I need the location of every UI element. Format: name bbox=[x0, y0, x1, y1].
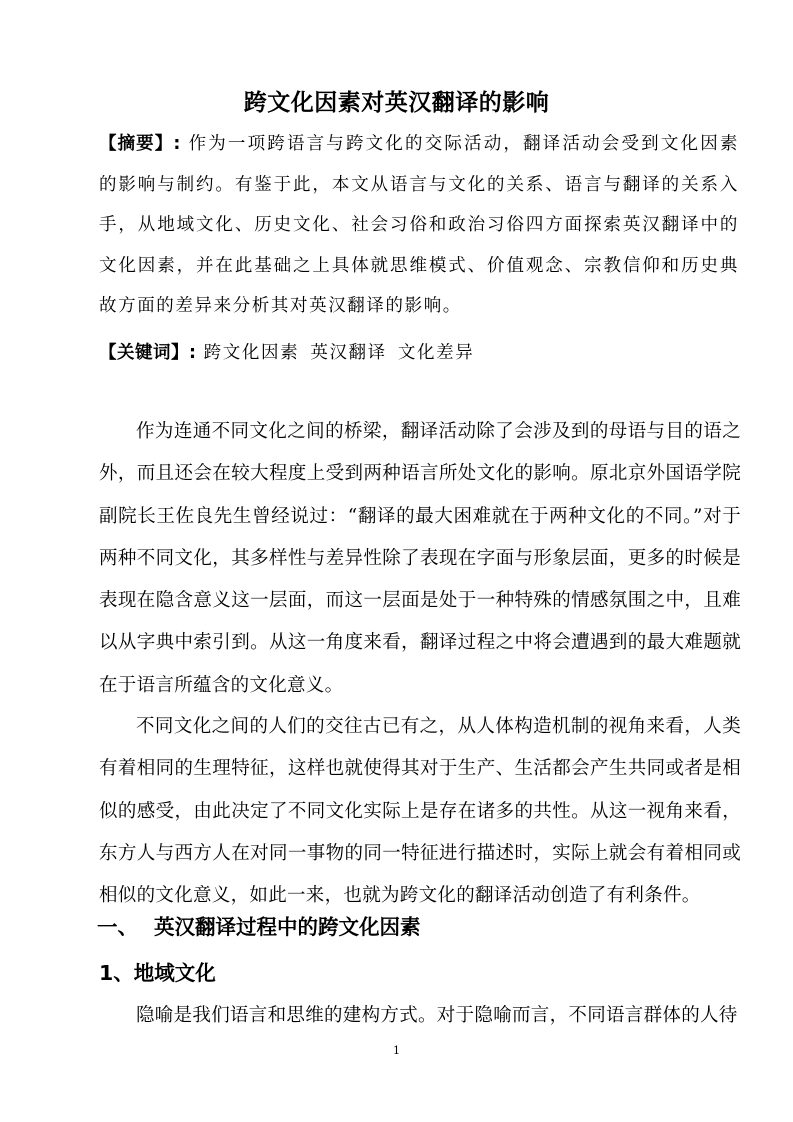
keyword: 跨文化因素 bbox=[203, 343, 300, 363]
body-paragraph-3 bbox=[99, 995, 741, 1037]
document-title: 跨文化因素对英汉翻译的影响 bbox=[243, 90, 550, 116]
section-title: 英汉翻译过程中的跨文化因素 bbox=[154, 915, 421, 939]
abstract bbox=[99, 124, 739, 327]
abstract-label: 【摘要】: bbox=[99, 134, 181, 154]
body-paragraph-1 bbox=[99, 411, 741, 707]
body-paragraph-2 bbox=[99, 706, 741, 917]
keyword: 英汉翻译 bbox=[310, 343, 387, 363]
section-heading bbox=[97, 910, 421, 940]
page-number: 1 bbox=[393, 1044, 400, 1057]
keywords bbox=[99, 333, 739, 373]
keywords-label: 【关键词】: bbox=[99, 343, 197, 363]
section-number: 一、 bbox=[97, 915, 138, 939]
keyword: 文化差异 bbox=[397, 343, 475, 363]
paragraph-text: 隐喻是我们语言和思维的建构方式。对于隐喻而言，不同语言群体的人待 bbox=[136, 1005, 738, 1026]
paragraph-text: 作为连通不同文化之间的桥梁，翻译活动除了会涉及到的母语与目的语之外，而且还会在较大程度上受到两种语言所处文化的影响。原北京外国语学院副院长王佐良先生曾经说过：“翻译的最大困难就在于两种文化的不同。”对于两种不同文化，其多样性与差异性除了表现在字面与形象层面，更多的时候是表现在隐含意义这一层面，而这一层面是处于一种特殊的情感氛围之中，且难以从字典中索引到。从这一角度来看，翻译过程之中将会遭遇到的最大难题就在于语言所蕴含的文化意义。 bbox=[99, 421, 741, 696]
paragraph-text: 不同文化之间的人们的交往古已有之，从人体构造机制的视角来看，人类有着相同的生理特征，这样也就使得其对于生产、生活都会产生共同或者是相似的感受，由此决定了不同文化实际上是存在诸多的共性。从这一视角来看，东方人与西方人在对同一事物的同一特征进行描述时，实际上就会有着相同或相似的文化意义，如此一来，也就为跨文化的翻译活动创造了有利条件。 bbox=[99, 716, 741, 907]
abstract-text: 作为一项跨语言与跨文化的交际活动，翻译活动会受到文化因素的影响与制约。有鉴于此，本文从语言与文化的关系、语言与翻译的关系入手，从地域文化、历史文化、社会习俗和政治习俗四方面探索英汉翻译中的文化因素，并在此基础之上具体就思维模式、价值观念、宗教信仰和历史典故方面的差异来分析其对英汉翻译的影响。 bbox=[99, 134, 739, 316]
subsection-heading: 1、地域文化 bbox=[99, 961, 216, 985]
